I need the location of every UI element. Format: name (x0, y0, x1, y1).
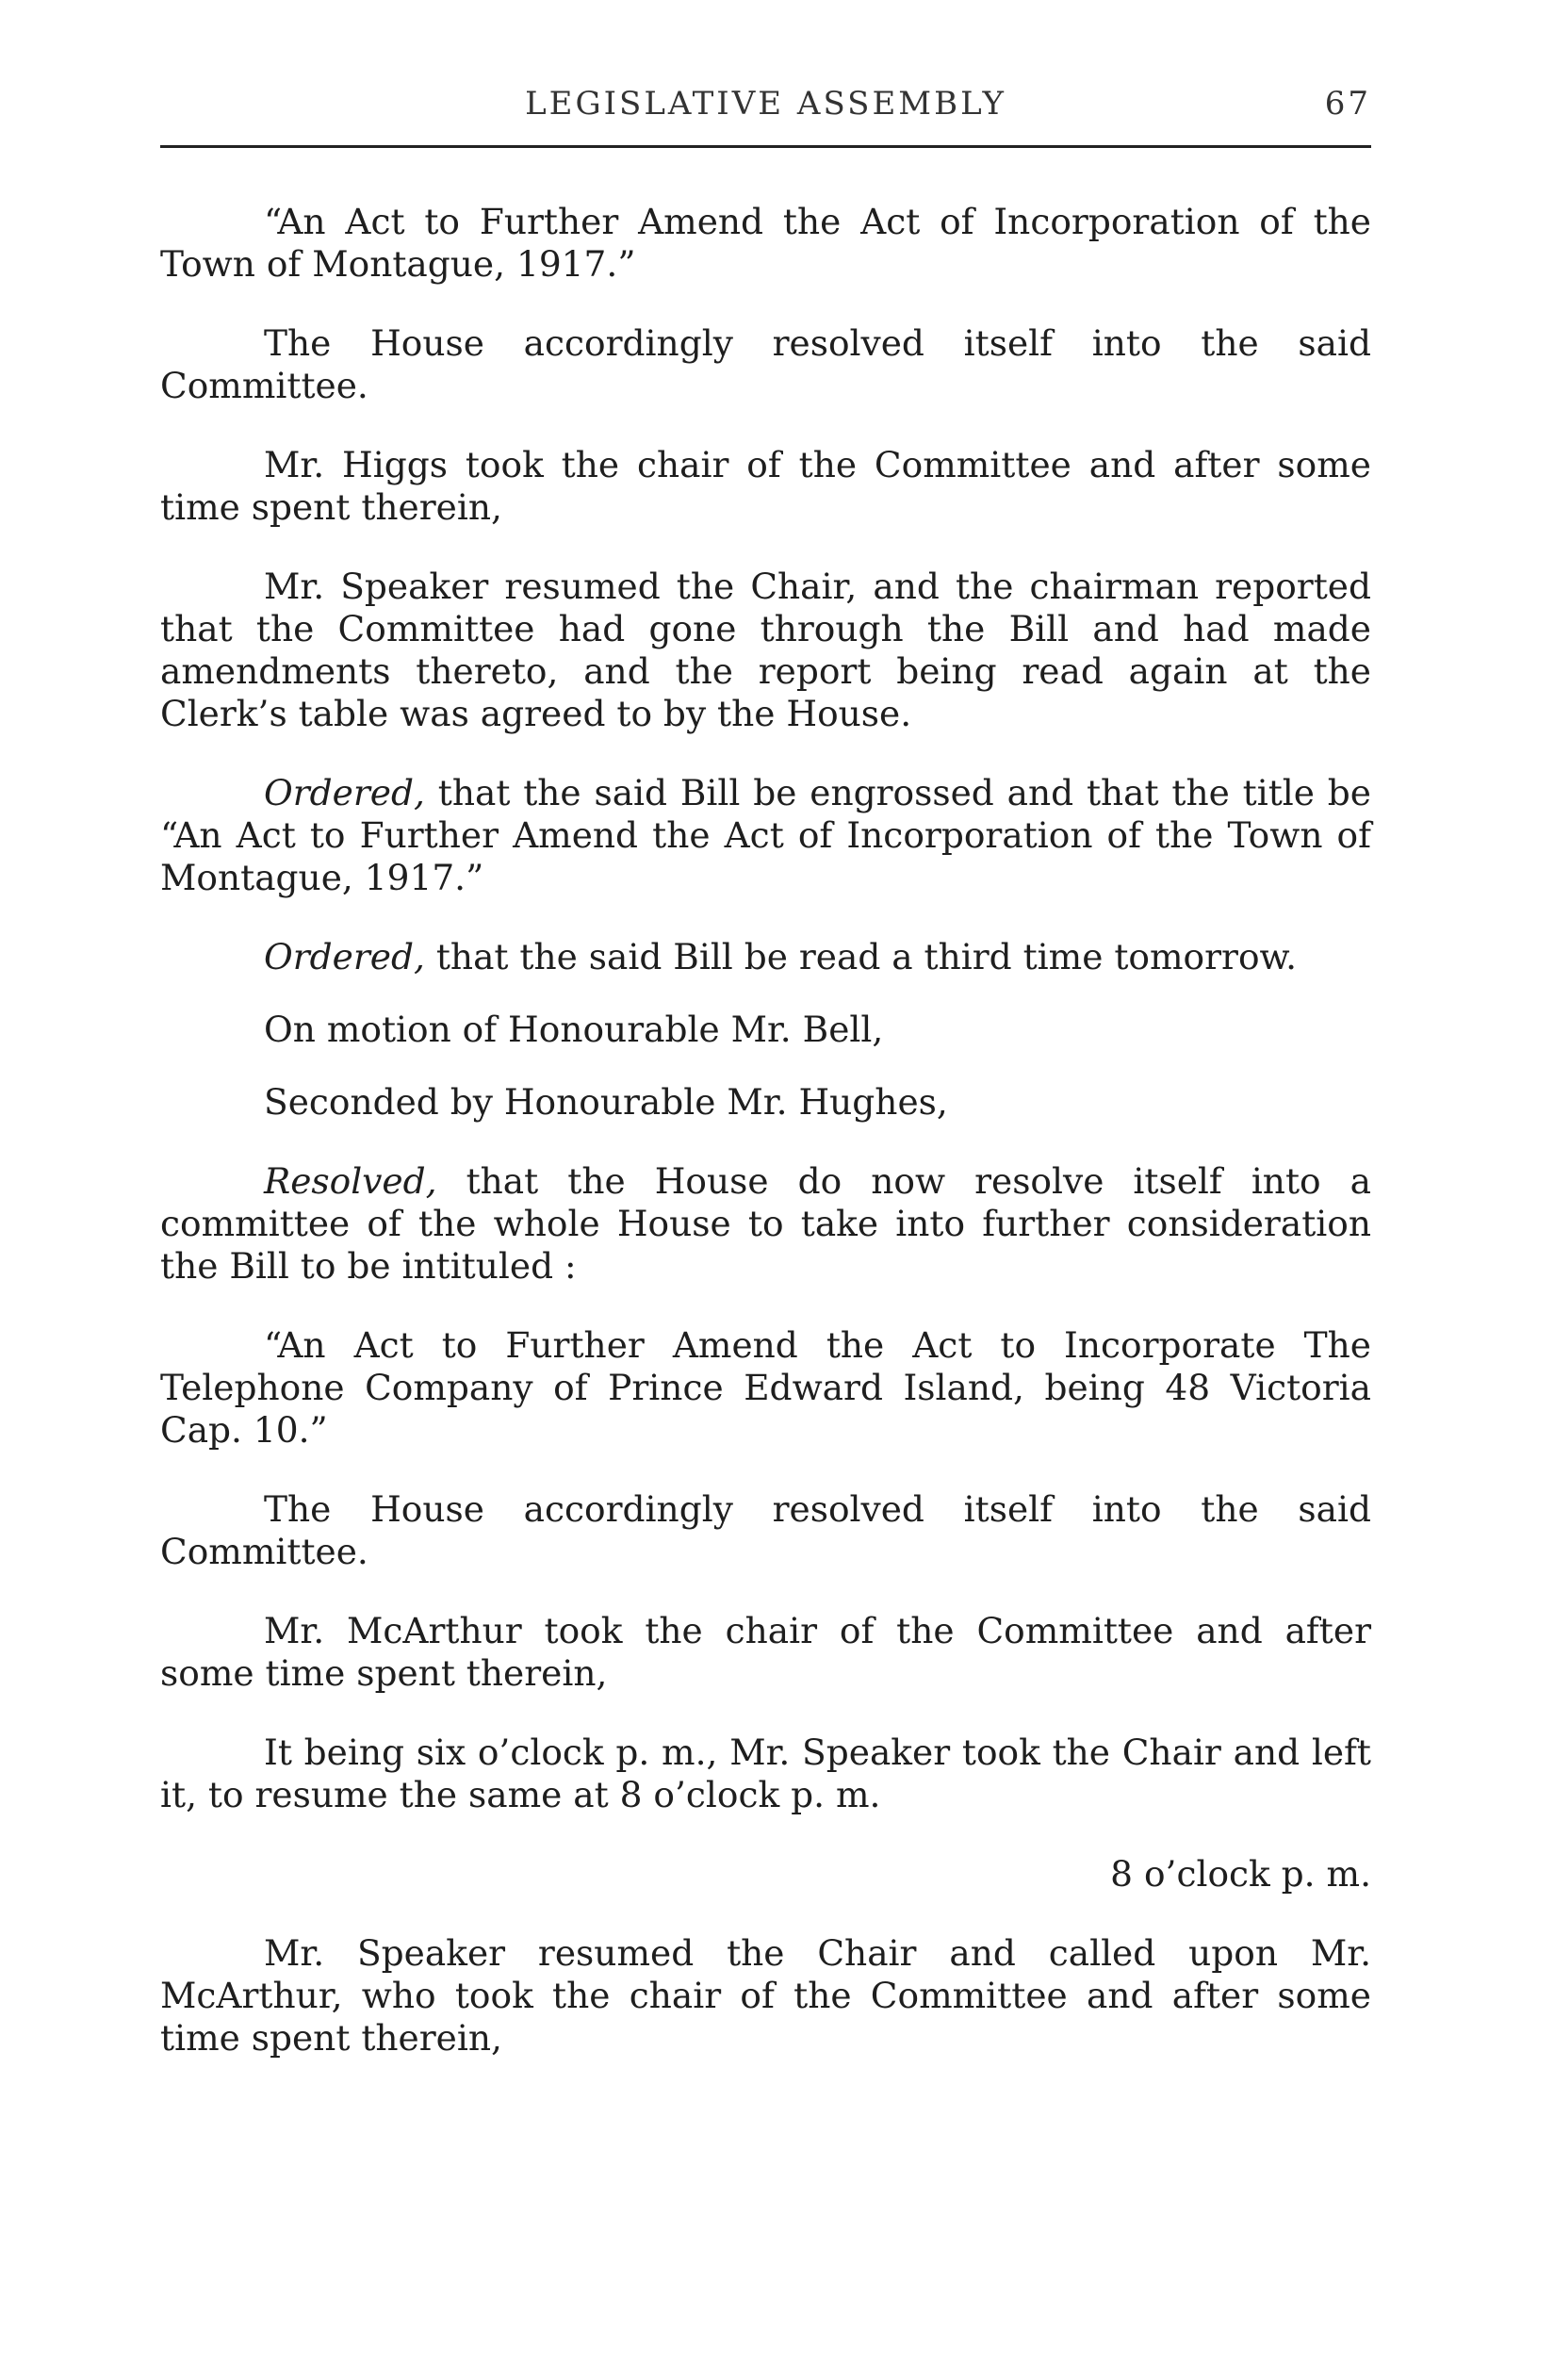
house-resolved-committee-2 (160, 1488, 1371, 1573)
paragraph-text: Mr. McArthur took the chair of the Committee and after some time spent therein, (160, 1610, 1371, 1694)
paragraph-text: Mr. Speaker resumed the Chair and called upon Mr. McArthur, who took the chair of the Committee and after some time spent therein, (160, 1932, 1371, 2059)
paragraph-text: The House accordingly resolved itself into the said Committee. (160, 1488, 1371, 1572)
document-page (160, 75, 1371, 2096)
paragraph-text: “An Act to Further Amend the Act to Incorporate The Telephone Company of Prince Edward Island, being 48 Victoria Cap. 10.” (160, 1324, 1371, 1451)
paragraph-text: On motion of Honourable Mr. Bell, (264, 1009, 884, 1050)
paragraph-text: that the said Bill be engrossed and that the title be “An Act to Further Amend the Act of Incorporation of the Town of Montague, 1917.” (160, 772, 1371, 898)
running-title: LEGISLATIVE ASSEMBLY (525, 85, 1006, 123)
paragraph-text: Mr. Speaker resumed the Chair, and the chairman reported that the Committee had gone through the Bill and had made amendments thereto, and the report being read again at the Clerk’s table was agreed to by the House. (160, 566, 1371, 734)
resolved-committee-whole (160, 1160, 1371, 1288)
paragraph-text: that the House do now resolve itself into a committee of the whole House to take into further consideration the Bill to be intituled : (160, 1160, 1371, 1287)
body-text (160, 201, 1371, 2060)
evening-time-heading (160, 1853, 1371, 1896)
six-oclock-recess (160, 1732, 1371, 1816)
page-number: 67 (1324, 85, 1371, 123)
seconded-hughes (160, 1081, 1371, 1124)
higgs-took-chair (160, 444, 1371, 529)
paragraph-lead: Resolved, (264, 1160, 437, 1202)
paragraph-text: Mr. Higgs took the chair of the Committee and after some time spent therein, (160, 444, 1371, 528)
mcarthur-took-chair (160, 1610, 1371, 1695)
paragraph-text: “An Act to Further Amend the Act of Incorporation of the Town of Montague, 1917.” (160, 201, 1371, 285)
paragraph-text: 8 o’clock p. m. (1110, 1853, 1371, 1895)
speaker-resumed-chair (160, 566, 1371, 735)
paragraph-lead: Ordered, (264, 936, 425, 977)
paragraph-lead: Ordered, (264, 772, 425, 813)
paragraph-text: Seconded by Honourable Mr. Hughes, (264, 1081, 948, 1123)
paragraph-text: The House accordingly resolved itself into the said Committee. (160, 322, 1371, 406)
speaker-called-mcarthur (160, 1932, 1371, 2060)
ordered-engrossed (160, 772, 1371, 899)
bill-title-montague (160, 201, 1371, 286)
paragraph-text: It being six o’clock p. m., Mr. Speaker took the Chair and left it, to resume the same at 8 o’clock p. m. (160, 1732, 1371, 1815)
motion-bell (160, 1009, 1371, 1051)
header-rule (160, 145, 1371, 148)
paragraph-text: that the said Bill be read a third time tomorrow. (424, 936, 1298, 977)
bill-title-telephone (160, 1324, 1371, 1452)
ordered-third-reading (160, 936, 1371, 978)
house-resolved-committee (160, 322, 1371, 407)
running-header (160, 75, 1371, 132)
